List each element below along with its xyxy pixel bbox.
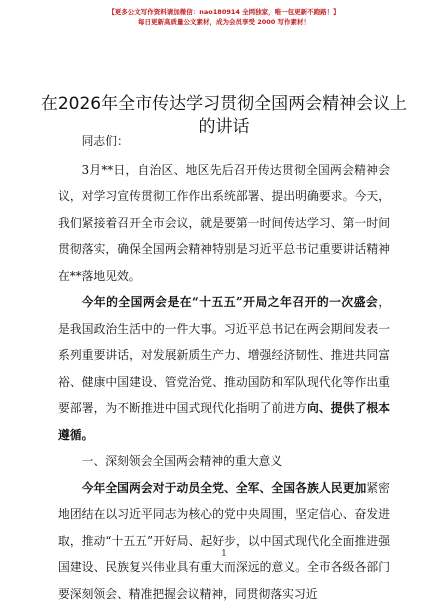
promo-banner-line-1: 【更多公文写作资料请加微信：nao180914 全网独家，唯一包更新不跑路！】 [0, 7, 448, 17]
document-body [58, 128, 390, 607]
paragraph-2-middle: ，是我国政治生活中的一件大事。习近平总书记在两会期间发表一系列重要讲话，对发展新质生产力、增强经济韧性、推进共同富裕、健康中国建设、管党治党、推动国防和军队现代化等作出重要部署，为不断推进中国式现代化指明了前进方 [58, 295, 390, 415]
document-title: 在2026年全市传达学习贯彻全国两会精神会议上的讲话 [40, 93, 408, 139]
paragraph-3-rest: 紧密地团结在以习近平同志为核心的党中央周围，坚定信心、奋发进取，推动“十五五”开好局、起好步，以中国式现代化全面推进强国建设、民族复兴伟业具有重大而深远的意义。全市各级各部门要深刻领会、精准把握会议精神，同贯彻落实习近 [58, 481, 390, 601]
page-number: 1 [0, 549, 448, 559]
paragraph-1: 3月**日，自治区、地区先后召开传达贯彻全国两会精神会议，对学习宣传贯彻工作作出系统部署、提出明确要求。今天，我们紧接着召开全市会议，就是要第一时间传达学习、第一时间贯彻落实，确保全国两会精神特别是习近平总书记重要讲话精神在**落地见效。 [58, 157, 390, 290]
paragraph-2-bold-end: 向、提供了根本遵循。 [58, 401, 390, 442]
promo-banner-line-2: 每日更新高质量公文素材，成为会员享受 2000 写作素材！ [0, 17, 448, 27]
salutation: 同志们： [58, 128, 390, 155]
paragraph-2-bold-start: 今年的全国两会是在“十五五”开局之年召开的一次盛会 [82, 295, 379, 309]
paragraph-3 [58, 475, 390, 607]
promo-banner [0, 7, 448, 27]
section-heading-1: 一、深刻领会全国两会精神的重大意义 [58, 448, 390, 475]
paragraph-3-bold-start: 今年全国两会对于动员全党、全军、全国各族人民更加 [82, 481, 367, 495]
paragraph-2 [58, 289, 390, 448]
